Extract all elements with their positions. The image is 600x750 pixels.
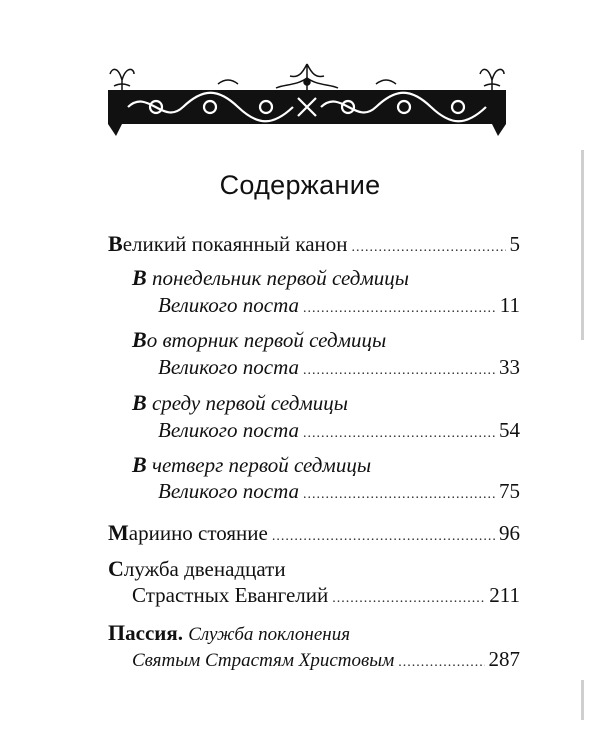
- toc-entry-twelve-gospels-title[interactable]: Служба двенадцати: [108, 556, 286, 581]
- page-number: 11: [499, 293, 520, 317]
- toc-entry-thursday-title[interactable]: В четверг первой седмицы: [132, 452, 372, 477]
- leader-dots: [303, 487, 495, 503]
- toc-entry-twelve-gospels[interactable]: Страстных Евангелий ..... 211: [132, 583, 520, 608]
- toc-entry-wednesday[interactable]: Великого поста ..... 54: [158, 418, 520, 443]
- leader-dots: [303, 363, 495, 379]
- page-number: 33: [499, 355, 520, 379]
- toc-entry-thursday[interactable]: Великого поста ..... 75: [158, 479, 520, 504]
- toc-entry-passion[interactable]: Святым Страстям Христовым ..... 287: [132, 647, 520, 672]
- page-edge-shadow: [581, 680, 584, 720]
- leader-dots: [352, 240, 506, 256]
- toc-entry-monday[interactable]: Великого поста ..... 11: [158, 293, 520, 318]
- toc-entry-tuesday-title[interactable]: Во вторник первой седмицы: [132, 327, 387, 352]
- leader-dots: [332, 591, 485, 607]
- page-number: 211: [489, 583, 520, 607]
- page-number: 54: [499, 418, 520, 442]
- page-title: Содержание: [219, 170, 381, 200]
- leader-dots: [303, 301, 496, 317]
- leader-dots: [272, 529, 495, 545]
- toc-entry-mary-standing[interactable]: Мариино стояние ..... 96: [108, 520, 520, 546]
- page-number: 287: [488, 647, 520, 671]
- page-number: 96: [499, 521, 520, 545]
- toc-entry-wednesday-title[interactable]: В среду первой седмицы: [132, 390, 348, 415]
- leader-dots: [303, 426, 495, 442]
- page-number: 75: [499, 479, 520, 503]
- toc-entry-great-canon[interactable]: Великий покаянный канон ..... 5: [108, 231, 520, 257]
- page-edge-shadow: [581, 150, 584, 340]
- page-number: 5: [509, 232, 520, 256]
- leader-dots: [398, 655, 484, 671]
- toc-entry-passion-title[interactable]: Пассия. Служба поклонения: [108, 620, 351, 645]
- toc-entry-monday-title[interactable]: В понедельник первой седмицы: [132, 265, 410, 290]
- toc-entry-tuesday[interactable]: Великого поста ..... 33: [158, 355, 520, 380]
